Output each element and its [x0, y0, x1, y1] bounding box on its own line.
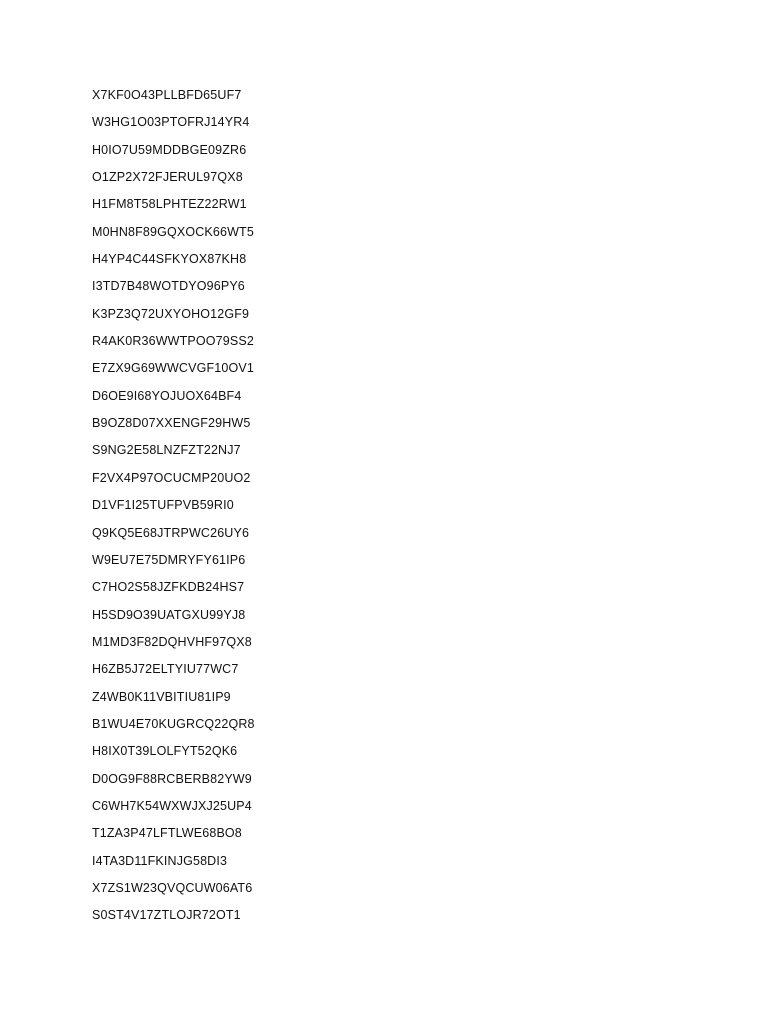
code-line: C7HO2S58JZFKDB24HS7 — [92, 580, 245, 595]
code-line: H5SD9O39UATGXU99YJ8 — [92, 607, 246, 622]
code-line: H1FM8T58LPHTEZ22RW1 — [92, 197, 247, 212]
code-line: Q9KQ5E68JTRPWC26UY6 — [92, 525, 250, 540]
code-line: W9EU7E75DMRYFY61IP6 — [92, 552, 246, 567]
code-line: D0OG9F88RCBERB82YW9 — [92, 771, 252, 786]
code-line: C6WH7K54WXWJXJ25UP4 — [92, 798, 252, 813]
code-line: B1WU4E70KUGRCQ22QR8 — [92, 716, 255, 731]
code-line: D6OE9I68YOJUOX64BF4 — [92, 388, 242, 403]
code-line: H0IO7U59MDDBGE09ZR6 — [92, 142, 247, 157]
code-line: F2VX4P97OCUCMP20UO2 — [92, 470, 251, 485]
code-line: M1MD3F82DQHVHF97QX8 — [92, 634, 252, 649]
code-line: R4AK0R36WWTPOO79SS2 — [92, 334, 254, 349]
code-line: H6ZB5J72ELTYIU77WC7 — [92, 662, 239, 677]
code-list — [92, 86, 255, 934]
code-line: S9NG2E58LNZFZT22NJ7 — [92, 443, 241, 458]
code-line: H4YP4C44SFKYOX87KH8 — [92, 252, 247, 267]
code-line: Z4WB0K11VBITIU81IP9 — [92, 689, 231, 704]
code-line: I4TA3D11FKINJG58DI3 — [92, 853, 228, 868]
code-line: T1ZA3P47LFTLWE68BO8 — [92, 826, 242, 841]
code-line: E7ZX9G69WWCVGF10OV1 — [92, 361, 254, 376]
code-line: M0HN8F89GQXOCK66WT5 — [92, 224, 254, 239]
code-line: D1VF1I25TUFPVB59RI0 — [92, 498, 234, 513]
code-line: H8IX0T39LOLFYT52QK6 — [92, 744, 238, 759]
code-line: O1ZP2X72FJERUL97QX8 — [92, 170, 243, 185]
code-line: S0ST4V17ZTLOJR72OT1 — [92, 908, 241, 923]
code-line: X7KF0O43PLLBFD65UF7 — [92, 88, 242, 102]
code-line: B9OZ8D07XXENGF29HW5 — [92, 416, 251, 431]
code-line: W3HG1O03PTOFRJ14YR4 — [92, 115, 250, 130]
code-line: X7ZS1W23QVQCUW06AT6 — [92, 880, 253, 895]
code-line: I3TD7B48WOTDYO96PY6 — [92, 279, 245, 294]
code-line: K3PZ3Q72UXYOHO12GF9 — [92, 306, 250, 321]
